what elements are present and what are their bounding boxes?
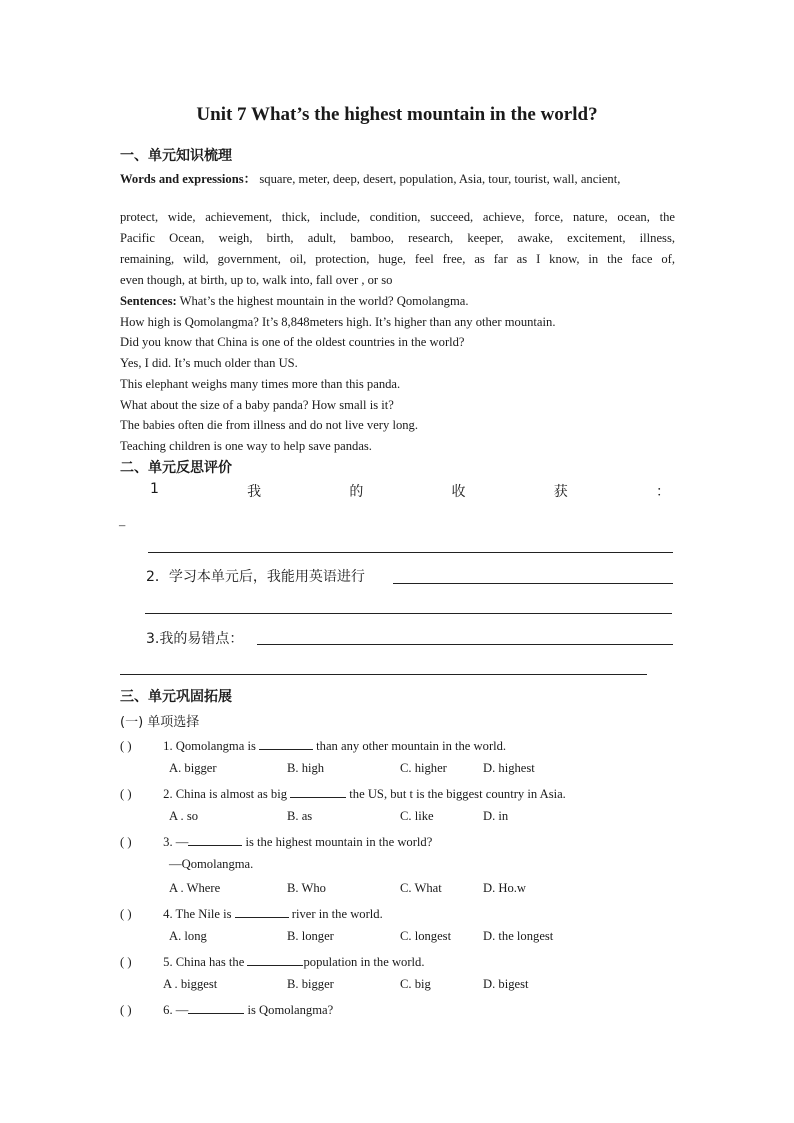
question-text: the US, but t is the biggest country in Asia.	[346, 787, 566, 801]
item1-char: 1	[150, 481, 159, 497]
question-text: China is almost as big	[175, 787, 291, 801]
answer-paren[interactable]: ( )	[120, 955, 132, 969]
option-a[interactable]: A. long	[169, 929, 207, 943]
item1-char: 获	[553, 484, 568, 500]
item1-char: 收	[451, 484, 466, 500]
sentence-line-4: Yes, I did. It’s much older than US.	[120, 356, 298, 370]
subsection-heading: (一) 单项选择	[120, 715, 200, 730]
question-text: —	[175, 1003, 189, 1017]
section-1-heading: 一、单元知识梳理	[120, 148, 232, 164]
answer-paren[interactable]: ( )	[120, 787, 132, 801]
fill-blank[interactable]	[247, 953, 303, 966]
question-3-answer: —Qomolangma.	[169, 857, 254, 871]
question-text: is the highest mountain in the world?	[242, 835, 433, 849]
option-c[interactable]: C. What	[400, 881, 442, 895]
sentence-line-1	[120, 294, 469, 309]
question-number: 1.	[163, 739, 173, 753]
question-text: than any other mountain in the world.	[313, 739, 507, 753]
sentence-line-5: This elephant weighs many times more than this panda.	[120, 377, 401, 391]
question-text: is Qomolangma?	[244, 1003, 334, 1017]
item1-char: 我	[247, 484, 262, 500]
reflection-item-1	[150, 481, 670, 501]
words-label: Words and expressions：	[120, 172, 257, 186]
option-d[interactable]: D. Ho.w	[483, 881, 527, 895]
item1-char: ：	[655, 484, 670, 500]
reflection-item-3: 3.我的易错点：	[146, 631, 244, 647]
question-1	[120, 737, 506, 754]
option-b[interactable]: B. bigger	[287, 977, 334, 991]
fill-blank[interactable]	[235, 905, 289, 918]
option-c[interactable]: C. longest	[400, 929, 452, 943]
words-line-5: even though, at birth, up to, walk into, fall over , or so	[120, 273, 393, 287]
answer-line[interactable]	[257, 644, 673, 645]
option-d[interactable]: D. highest	[483, 761, 535, 775]
answer-paren[interactable]: ( )	[120, 739, 132, 753]
sentence-line-6: What about the size of a baby panda? How small is it?	[120, 398, 394, 412]
option-d[interactable]: D. bigest	[483, 977, 529, 991]
answer-line[interactable]	[120, 674, 647, 675]
sentences-label: Sentences:	[120, 294, 177, 308]
question-text: Qomolangma is	[175, 739, 260, 753]
words-text-1: square, meter, deep, desert, population, Asia, tour, tourist, wall, ancient,	[259, 172, 621, 186]
option-c[interactable]: C. like	[400, 809, 434, 823]
answer-paren[interactable]: ( )	[120, 835, 132, 849]
option-c[interactable]: C. big	[400, 977, 431, 991]
question-3	[120, 833, 432, 850]
item1-char: 的	[349, 484, 364, 500]
fill-blank[interactable]	[188, 833, 242, 846]
option-b[interactable]: B. longer	[287, 929, 334, 943]
section-3-heading: 三、单元巩固拓展	[120, 689, 232, 705]
sentence-line-2: How high is Qomolangma? It’s 8,848meters high. It’s higher than any other mountain.	[120, 315, 556, 329]
question-6	[120, 1001, 333, 1018]
question-5	[120, 953, 425, 970]
item1-dash: –	[119, 518, 126, 532]
question-text: —	[175, 835, 189, 849]
option-b[interactable]: B. high	[287, 761, 325, 775]
fill-blank[interactable]	[290, 785, 346, 798]
answer-line[interactable]	[145, 613, 672, 614]
option-d[interactable]: D. the longest	[483, 929, 554, 943]
question-number: 2.	[163, 787, 173, 801]
words-line-4: remaining, wild, government, oil, protection, huge, feel free, as far as I know, in the face of,	[120, 252, 675, 266]
section-2-heading: 二、单元反思评价	[120, 460, 232, 476]
answer-paren[interactable]: ( )	[120, 907, 132, 921]
sentence-line-8: Teaching children is one way to help save pandas.	[120, 439, 372, 453]
reflection-item-2: 2．学习本单元后，我能用英语进行	[146, 569, 365, 585]
question-text: river in the world.	[288, 907, 383, 921]
page-title: Unit 7 What’s the highest mountain in the world?	[196, 104, 598, 125]
option-b[interactable]: B. as	[287, 809, 313, 823]
question-number: 5.	[163, 955, 173, 969]
question-text: population in the world.	[303, 955, 425, 969]
question-number: 6.	[163, 1003, 173, 1017]
option-a[interactable]: A . biggest	[163, 977, 218, 991]
question-number: 3.	[163, 835, 173, 849]
sentence-text: What’s the highest mountain in the world? Qomolangma.	[179, 294, 469, 308]
question-4	[120, 905, 383, 922]
option-c[interactable]: C. higher	[400, 761, 447, 775]
option-a[interactable]: A. bigger	[169, 761, 217, 775]
option-a[interactable]: A . so	[169, 809, 199, 823]
answer-paren[interactable]: ( )	[120, 1003, 132, 1017]
answer-line[interactable]	[393, 583, 673, 584]
fill-blank[interactable]	[188, 1001, 244, 1014]
question-text: China has the	[175, 955, 248, 969]
sentence-line-7: The babies often die from illness and do not live very long.	[120, 418, 418, 432]
words-line-3: Pacific Ocean, weigh, birth, adult, bamboo, research, keeper, awake, excitement, illness,	[120, 231, 675, 245]
option-a[interactable]: A . Where	[169, 881, 221, 895]
option-b[interactable]: B. Who	[287, 881, 326, 895]
words-line-1	[120, 168, 620, 187]
fill-blank[interactable]	[259, 737, 313, 750]
question-number: 4.	[163, 907, 173, 921]
words-line-2: protect, wide, achievement, thick, include, condition, succeed, achieve, force, nature, ocean, the	[120, 210, 675, 224]
question-text: The Nile is	[175, 907, 235, 921]
sentence-line-3: Did you know that China is one of the oldest countries in the world?	[120, 335, 465, 349]
option-d[interactable]: D. in	[483, 809, 509, 823]
question-2	[120, 785, 566, 802]
answer-line[interactable]	[148, 552, 673, 553]
